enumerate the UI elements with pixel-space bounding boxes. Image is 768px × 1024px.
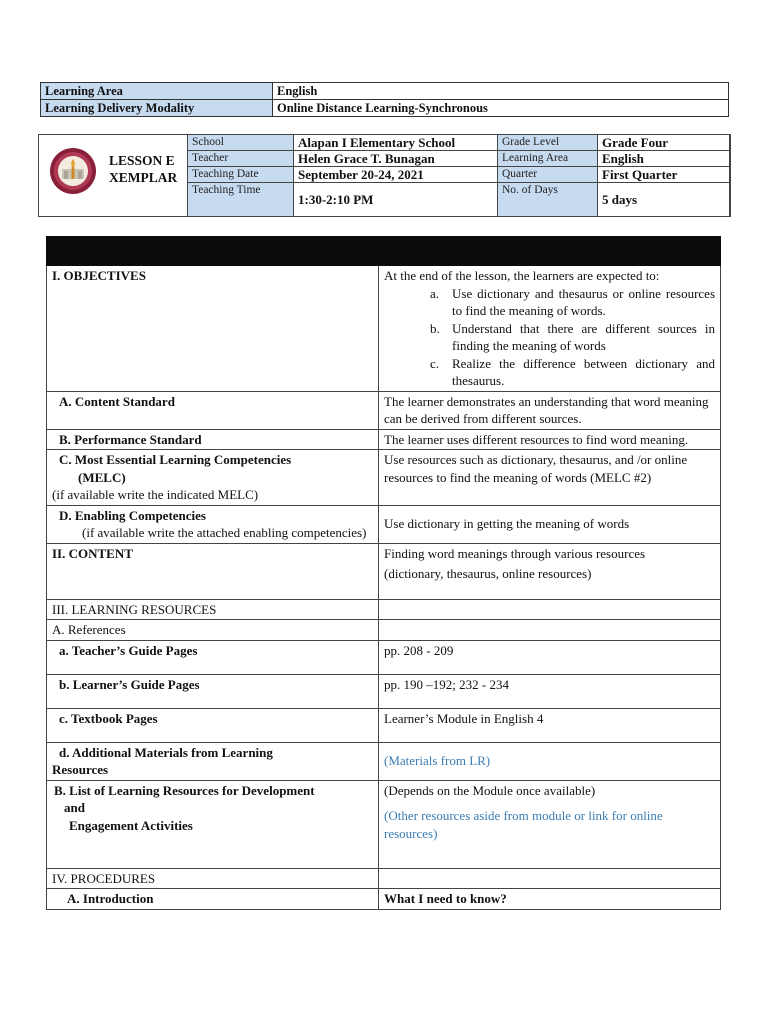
objectives-label: I. OBJECTIVES xyxy=(47,266,379,392)
lesson-exemplar-title: LESSON EXEMPLAR xyxy=(109,153,178,185)
performance-standard-label: B. Performance Standard xyxy=(47,429,379,450)
learners-guide-value: pp. 190 –192; 232 - 234 xyxy=(379,674,721,708)
delivery-modality-row xyxy=(41,100,729,117)
teaching-date-value: September 20-24, 2021 xyxy=(294,167,498,183)
teaching-time-value: 1:30-2:10 PM xyxy=(294,183,498,217)
learning-area-label-2: Learning Area xyxy=(498,151,598,167)
content-standard-value: The learner demonstrates an understanding that word meaning can be derived from different sources. xyxy=(379,391,721,429)
teacher-label: Teacher xyxy=(188,151,294,167)
list-item: c. Realize the difference between dictionary and thesaurus. xyxy=(430,355,715,388)
resource-list-value-2: (Other resources aside from module or link for online resources) xyxy=(384,808,663,841)
table-row xyxy=(47,599,721,620)
table-row xyxy=(47,429,721,450)
melc-label: C. Most Essential Learning Competencies xyxy=(59,452,292,467)
learning-resources-label: III. LEARNING RESOURCES xyxy=(47,599,379,620)
table-row xyxy=(47,620,721,641)
content-label: II. CONTENT xyxy=(47,543,379,599)
learning-area-label: Learning Area xyxy=(41,83,273,100)
table-row xyxy=(47,868,721,889)
objectives-list xyxy=(402,285,715,390)
procedures-label: IV. PROCEDURES xyxy=(47,868,379,889)
table-row xyxy=(47,391,721,429)
objectives-value xyxy=(379,266,721,392)
melc-label-cell xyxy=(47,450,379,506)
content-value-cell xyxy=(379,543,721,599)
resource-list-label-3: Engagement Activities xyxy=(69,817,193,833)
melc-value: Use resources such as dictionary, thesaurus, and /or online resources to find the meaning of words (MELC #2) xyxy=(379,450,721,506)
content-standard-label: A. Content Standard xyxy=(47,391,379,429)
list-item: b. Understand that there are different sources in finding the meaning of words xyxy=(430,320,715,353)
teachers-guide-value: pp. 208 - 209 xyxy=(379,640,721,674)
references-label: A. References xyxy=(47,620,379,641)
table-row xyxy=(47,640,721,674)
delivery-modality-label: Learning Delivery Modality xyxy=(41,100,273,117)
learning-area-row xyxy=(41,83,729,100)
enabling-label-cell xyxy=(47,505,379,543)
teachers-guide-label: a. Teacher’s Guide Pages xyxy=(47,640,379,674)
resource-list-value-1: (Depends on the Module once available) xyxy=(384,782,596,798)
table-row xyxy=(47,780,721,868)
enabling-note: (if available write the attached enabling competencies) xyxy=(82,525,367,540)
learners-guide-label: b. Learner’s Guide Pages xyxy=(47,674,379,708)
lesson-header xyxy=(38,134,730,217)
lesson-plan-table xyxy=(46,236,721,910)
school-seal-icon xyxy=(49,147,97,195)
additional-materials-label-2: Resources xyxy=(52,762,109,777)
quarter-label: Quarter xyxy=(498,167,598,183)
additional-materials-label: d. Additional Materials from Learning xyxy=(59,744,273,760)
melc-label-abbr: (MELC) xyxy=(78,469,126,485)
table-row xyxy=(47,505,721,543)
table-row xyxy=(47,708,721,742)
no-of-days-label: No. of Days xyxy=(498,183,598,217)
school-label: School xyxy=(188,135,294,151)
introduction-label: A. Introduction xyxy=(47,889,379,910)
table-row xyxy=(47,266,721,392)
enabling-value: Use dictionary in getting the meaning of words xyxy=(379,505,721,543)
resource-list-label: B. List of Learning Resources for Development xyxy=(54,782,315,798)
quarter-value: First Quarter xyxy=(598,167,731,183)
introduction-value: What I need to know? xyxy=(379,889,721,910)
teaching-time-label: Teaching Time xyxy=(188,183,294,217)
resource-list-label-cell xyxy=(47,780,379,868)
table-row xyxy=(47,543,721,599)
grade-level-label: Grade Level xyxy=(498,135,598,151)
enabling-label: D. Enabling Competencies xyxy=(59,507,206,523)
melc-note: (if available write the indicated MELC) xyxy=(52,487,259,502)
table-row xyxy=(47,674,721,708)
table-row xyxy=(47,742,721,780)
teacher-value: Helen Grace T. Bunagan xyxy=(294,151,498,167)
learning-area-table xyxy=(40,82,729,117)
learning-area-value: English xyxy=(273,83,729,100)
objectives-intro: At the end of the lesson, the learners are expected to: xyxy=(384,268,660,283)
table-header-bar xyxy=(47,237,721,266)
learning-area-value-2: English xyxy=(598,151,731,167)
performance-standard-value: The learner uses different resources to find word meaning. xyxy=(379,429,721,450)
no-of-days-value: 5 days xyxy=(598,183,731,217)
teaching-date-label: Teaching Date xyxy=(188,167,294,183)
table-row xyxy=(47,889,721,910)
table-row xyxy=(47,450,721,506)
resource-list-value-cell xyxy=(379,780,721,868)
content-value-line1: Finding word meanings through various resources xyxy=(384,545,646,561)
content-value-line2: (dictionary, thesaurus, online resources) xyxy=(384,566,592,581)
school-value: Alapan I Elementary School xyxy=(294,135,498,151)
additional-materials-value: (Materials from LR) xyxy=(379,742,721,780)
textbook-value: Learner’s Module in English 4 xyxy=(379,708,721,742)
lesson-info-grid xyxy=(187,134,731,217)
grade-level-value: Grade Four xyxy=(598,135,731,151)
list-item: a. Use dictionary and thesaurus or online resources to find the meaning of words. xyxy=(430,285,715,318)
delivery-modality-value: Online Distance Learning-Synchronous xyxy=(273,100,729,117)
resource-list-label-2: and xyxy=(64,800,85,815)
textbook-label: c. Textbook Pages xyxy=(47,708,379,742)
additional-materials-label-cell xyxy=(47,742,379,780)
